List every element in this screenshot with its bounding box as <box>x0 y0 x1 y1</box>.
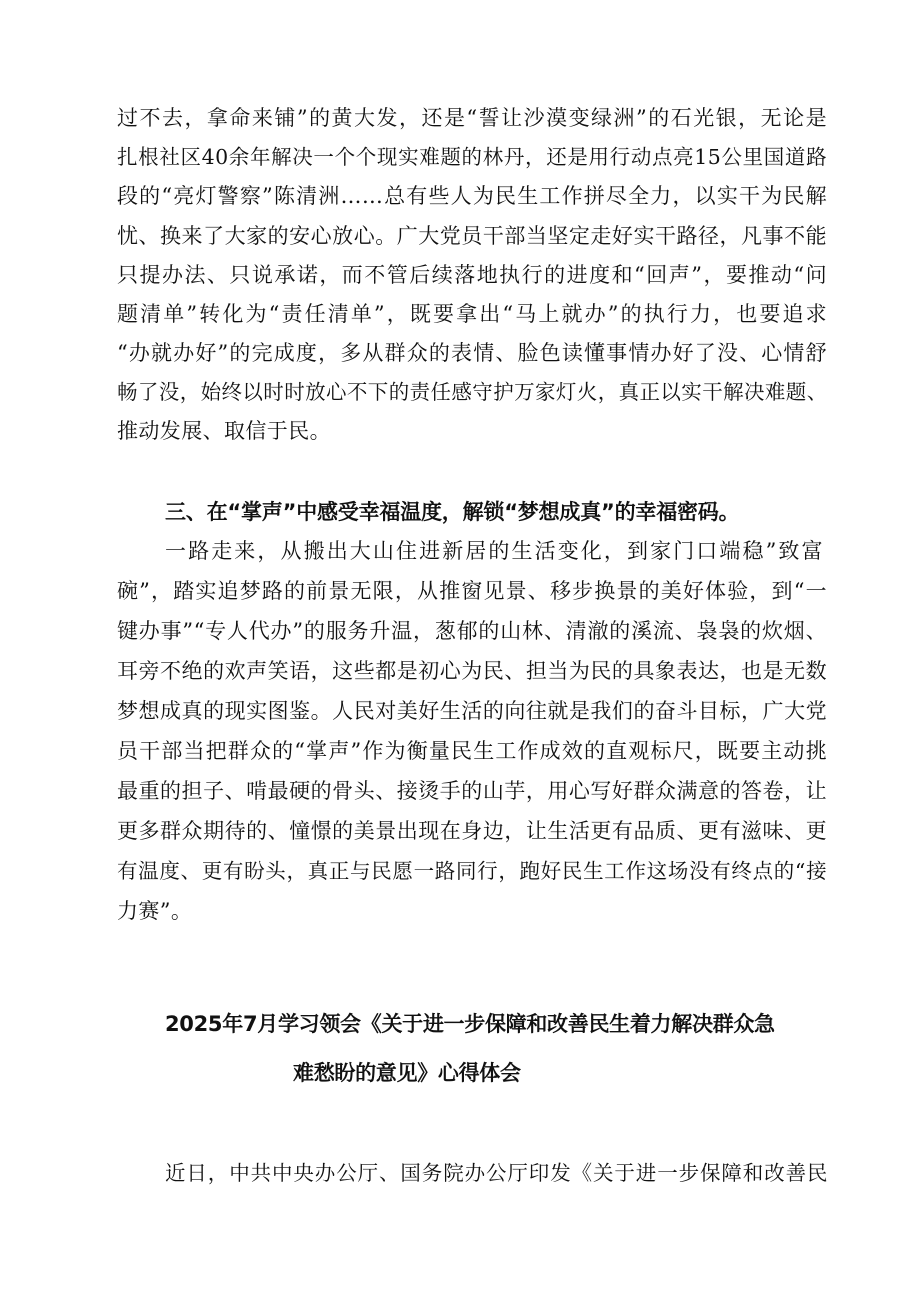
paragraph-line: 有温度、更有盼头，真正与民愿一路同行，跑好民生工作这场没有终点的“接 <box>117 859 827 883</box>
paragraph-line: 耳旁不绝的欢声笑语，这些都是初心为民、担当为民的具象表达，也是无数 <box>117 659 827 683</box>
paragraph-line: 梦想成真的现实图鉴。人民对美好生活的向往就是我们的奋斗目标，广大党 <box>117 699 827 723</box>
paragraph-line: 一路走来，从搬出大山住进新居的生活变化，到家门口端稳”致富 <box>165 539 825 563</box>
paragraph-line: 员干部当把群众的“掌声”作为衡量民生工作成效的直观标尺，既要主动挑 <box>117 739 827 763</box>
article-title-line-1: 2025年7月学习领会《关于进一步保障和改善民生着力解决群众急 <box>165 1012 775 1036</box>
paragraph-line: 力赛”。 <box>117 899 193 923</box>
paragraph-line: 推动发展、取信于民。 <box>117 419 331 443</box>
paragraph-line: 段的“亮灯警察”陈清洲……总有些人为民生工作拼尽全力，以实干为民解 <box>117 184 827 208</box>
section-three-heading: 三、在“掌声”中感受幸福温度，解锁“梦想成真”的幸福密码。 <box>165 500 740 524</box>
article-title-line-2: 难愁盼的意见》心得体会 <box>293 1061 521 1085</box>
article-first-line: 近日，中共中央办公厅、国务院办公厅印发《关于进一步保障和改善民 <box>165 1161 829 1185</box>
paragraph-line: 最重的担子、啃最硬的骨头、接烫手的山芋，用心写好群众满意的答卷，让 <box>117 779 827 803</box>
paragraph-line: 过不去，拿命来铺”的黄大发，还是“誓让沙漠变绿洲”的石光银，无论是 <box>117 106 827 130</box>
paragraph-line: 题清单”转化为“责任清单”，既要拿出“马上就办”的执行力，也要追求 <box>117 302 827 326</box>
paragraph-line: 只提办法、只说承诺，而不管后续落地执行的进度和“回声”，要推动“问 <box>117 263 827 287</box>
paragraph-line: 扎根社区40余年解决一个个现实难题的林丹，还是用行动点亮15公里国道路 <box>117 145 827 169</box>
paragraph-line: “办就办好”的完成度，多从群众的表情、脸色读懂事情办好了没、心情舒 <box>117 341 827 365</box>
paragraph-line: 忧、换来了大家的安心放心。广大党员干部当坚定走好实干路径，凡事不能 <box>117 224 827 248</box>
paragraph-line: 畅了没，始终以时时放心不下的责任感守护万家灯火，真正以实干解决难题、 <box>117 380 828 404</box>
paragraph-line: 碗”，踏实追梦路的前景无限，从推窗见景、移步换景的美好体验，到“一 <box>117 579 827 603</box>
paragraph-line: 更多群众期待的、憧憬的美景出现在身边，让生活更有品质、更有滋味、更 <box>117 819 827 843</box>
paragraph-line: 键办事”“专人代办”的服务升温，葱郁的山林、清澈的溪流、袅袅的炊烟、 <box>117 619 827 643</box>
